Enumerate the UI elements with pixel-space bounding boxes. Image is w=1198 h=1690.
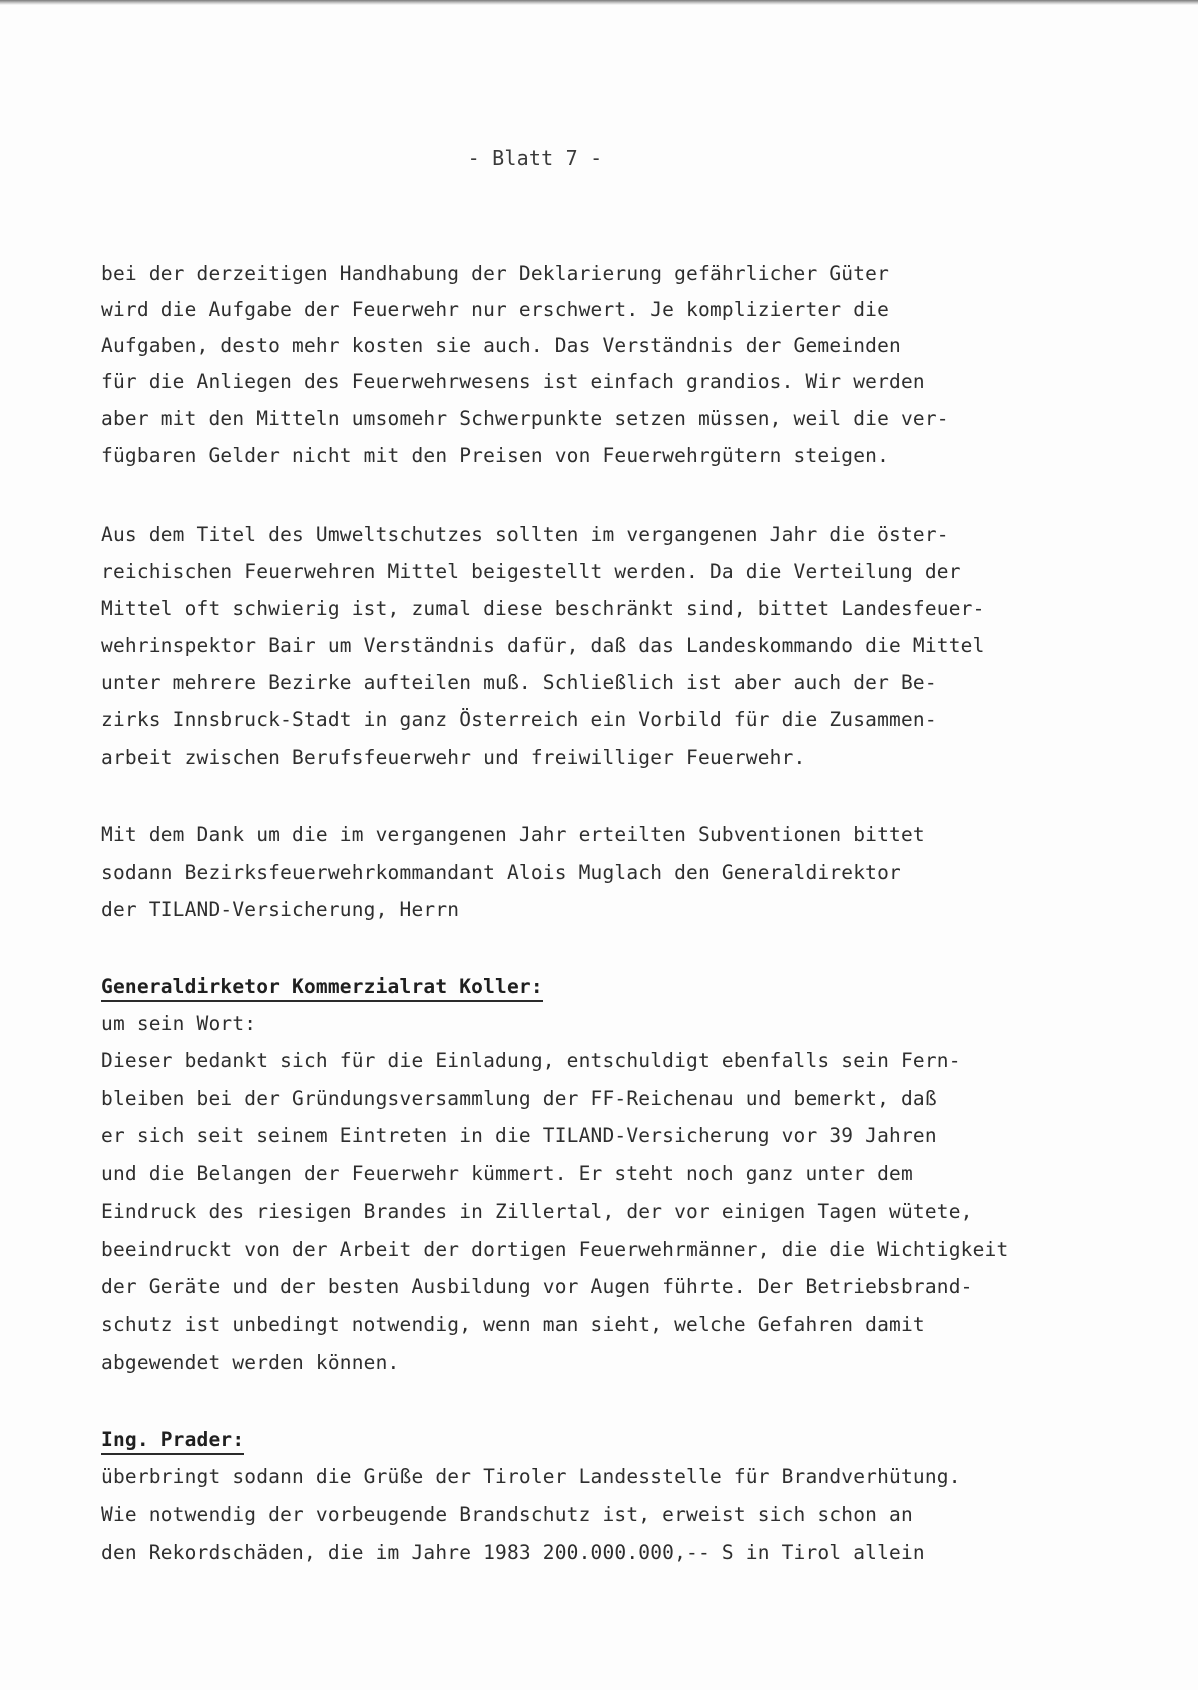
section-heading-prader: Ing. Prader:: [101, 1428, 244, 1455]
text-line: Dieser bedankt sich für die Einladung, entschuldigt ebenfalls sein Fern-: [101, 1049, 961, 1072]
text-line: der Geräte und der besten Ausbildung vor Augen führte. Der Betriebsbrand-: [101, 1275, 973, 1298]
text-line: fügbaren Gelder nicht mit den Preisen von Feuerwehrgütern steigen.: [101, 444, 890, 467]
text-line: der TILAND-Versicherung, Herrn: [101, 898, 460, 921]
text-line: reichischen Feuerwehren Mittel beigestellt werden. Da die Verteilung der: [101, 560, 961, 583]
text-line: überbringt sodann die Grüße der Tiroler Landesstelle für Brandverhütung.: [101, 1465, 961, 1488]
text-line: und die Belangen der Feuerwehr kümmert. Er steht noch ganz unter dem: [101, 1162, 913, 1185]
text-line: zirks Innsbruck-Stadt in ganz Österreich ein Vorbild für die Zusammen-: [101, 708, 937, 731]
text-line: den Rekordschäden, die im Jahre 1983 200.000.000,-- S in Tirol allein: [101, 1541, 925, 1564]
text-line: schutz ist unbedingt notwendig, wenn man sieht, welche Gefahren damit: [101, 1313, 925, 1336]
text-line: unter mehrere Bezirke aufteilen muß. Schließlich ist aber auch der Be-: [101, 671, 937, 694]
text-line: Wie notwendig der vorbeugende Brandschutz ist, erweist sich schon an: [101, 1503, 913, 1526]
scan-top-edge: [0, 0, 1198, 5]
text-line: um sein Wort:: [101, 1012, 257, 1035]
text-line: aber mit den Mitteln umsomehr Schwerpunkte setzen müssen, weil die ver-: [101, 407, 949, 430]
text-line: bleiben bei der Gründungsversammlung der FF-Reichenau und bemerkt, daß: [101, 1087, 937, 1110]
text-line: wehrinspektor Bair um Verständnis dafür, daß das Landeskommando die Mittel: [101, 634, 985, 657]
text-line: bei der derzeitigen Handhabung der Deklarierung gefährlicher Güter: [101, 262, 890, 285]
text-line: Eindruck des riesigen Brandes in Zillertal, der vor einigen Tagen wütete,: [101, 1200, 973, 1223]
text-line: wird die Aufgabe der Feuerwehr nur erschwert. Je komplizierter die: [101, 298, 890, 321]
section-heading-koller: Generaldirketor Kommerzialrat Koller:: [101, 975, 543, 1002]
text-line: Mittel oft schwierig ist, zumal diese beschränkt sind, bittet Landesfeuer-: [101, 597, 985, 620]
page-header: - Blatt 7 -: [467, 146, 603, 170]
text-line: er sich seit seinem Eintreten in die TILAND-Versicherung vor 39 Jahren: [101, 1124, 937, 1147]
text-line: für die Anliegen des Feuerwehrwesens ist einfach grandios. Wir werden: [101, 370, 925, 393]
text-line: arbeit zwischen Berufsfeuerwehr und freiwilliger Feuerwehr.: [101, 746, 806, 769]
text-line: abgewendet werden können.: [101, 1351, 400, 1374]
text-line: Mit dem Dank um die im vergangenen Jahr erteilten Subventionen bittet: [101, 823, 925, 846]
text-line: sodann Bezirksfeuerwehrkommandant Alois Muglach den Generaldirektor: [101, 861, 901, 884]
text-line: beeindruckt von der Arbeit der dortigen Feuerwehrmänner, die die Wichtigkeit: [101, 1238, 1009, 1261]
text-line: Aufgaben, desto mehr kosten sie auch. Das Verständnis der Gemeinden: [101, 334, 901, 357]
text-line: Aus dem Titel des Umweltschutzes sollten im vergangenen Jahr die öster-: [101, 523, 949, 546]
